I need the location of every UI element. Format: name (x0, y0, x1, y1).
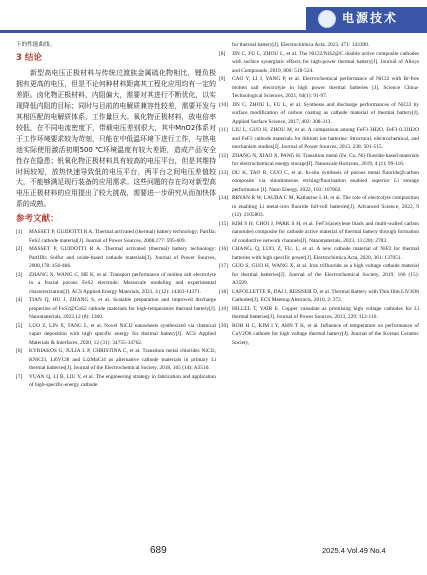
reference-text: YUAN Q, LI B, LIU Y, et al. The engineering strategy in fabrication and application of high-specific-energy cathode (29, 373, 216, 389)
reference-text: KYRIAKOS G, JULIA L P, CHRISTINA C, et al. Transition metal chlorides NiCl2, KNiCl3, Li6VCl8 and Li2MnCl4 as alternative cathode materials in primary Li thermal batteries[J]. Journal of the Electrochemical Society, 2018, 165 (14): A3510. (29, 348, 216, 372)
reference-text: MASSET P, GUIDOTTI R A. Thermal activated (thermal) battery technology: PartIIa: FeS2 cathode material[J]. Journal of Power Sources, 2008,177: 595-609. (29, 229, 216, 244)
references-heading: 参考文献： (16, 214, 59, 225)
reference-text: JIN C, ZHOU L, FU L, et al. Synthesis and discharge performances of NiCl2 by surface modification of carbon coating as cathode material of thermal battery[J]. Applied Surface Science, 2017, 402: 308-313. (232, 101, 419, 125)
journal-logo-icon (318, 10, 336, 28)
reference-text: BRYAN R W, LAURA C M, Katharine L H, et al. The role of electrolyte composition in enabling Li metal-iron fluoride full-cell batteries[J]. Advanced Science, 2022, 9 (12): 2105803. (232, 195, 419, 218)
reference-text: LUO Z, LIN X, TANG L, et al. Novel NiCl2 nanosheets synthesized via chemical vapor deposition with high specific energy for thermal battery[J]. ACS Applied Materials & Interfaces, 2020, 12 (31): 34755-34762. (29, 322, 216, 346)
reference-number: [17] (219, 263, 228, 269)
conclusion-paragraph: 新型高电压正极材料与传统过渡族金属硫化物相比，锂负极拥有更高的电压，但是不论何种材料距离其工程化应用均有一定的差距。卤化物正极材料，内阻偏大，需要对其进行不断优化，以实现降低内阻的目标；同时与目前的电解质兼容性较差，需要开发与其相匹配的电解质体系，工作量巨大。氧化物正极材料，放电倍率较低，在不同电流密度下，带载电压差别很大，其中MnO2体系对于工作环境要求较为苛刻，只能在中低温环境下进行工作，与热电池实际使用激活初期500 ℃环境温度有较大差距，造成产品安全性存在隐患；钒氧化物正极材料具有较高的电压平台，但是其维持时间较短，放热快速导致低的电压平台，两平台之间电压差值较大，不能够满足现行装备的应用需求。这些问题的存在均对新型高电压正极材料的应用提出了较大挑战，需要进一步研究从而加快体系的成熟。 (16, 69, 216, 209)
reference-item (219, 262, 419, 288)
reference-item (16, 271, 216, 297)
reference-item (16, 228, 216, 245)
reference-number: [9] (219, 76, 226, 82)
journal-title: 电源技术 (342, 11, 399, 25)
reference-number: [10] (219, 101, 228, 108)
reference-item (219, 169, 419, 195)
reference-number: [16] (219, 246, 228, 252)
section-heading-conclusion: 3 结论 (16, 53, 42, 64)
reference-number: [4] (16, 297, 23, 304)
reference-item (219, 75, 419, 101)
reference-number: [20] (219, 322, 228, 329)
reference-number: [18] (219, 288, 228, 295)
reference-text: LIU L, GUO H, ZHOU M, et al. A comparison among FeF3·3H2O, FeF3·0.33H2O and FeF3 cathode materials for lithium ion batteries: Structural, electrochemical, and mechanism studies[J]. Journal of Power Sources, 2013, 238: 501-515. (232, 127, 419, 150)
reference-text: ROH H C, KIM I Y, AHN T K, et al. Influence of temperature on performance of CuV2O6 cathode for high voltage thermal battery[J]. Journal of the Korean Ceramic Society, (232, 322, 419, 346)
reference-number: [15] (219, 220, 228, 227)
reference-number: [7] (16, 373, 23, 380)
reference-list-right (219, 41, 419, 347)
reference-item (219, 50, 419, 76)
reference-item (16, 245, 216, 271)
reference-text: DU K, TAO R, GUO C, et al. In-situ synthesis of porous metal fluoride@carbon composite via simultaneous etching/fluorination enabled superior Li storage performance [J]. Nano Energy, 2022, 103: 107862. (232, 169, 419, 193)
reference-number: [12] (219, 152, 228, 159)
issue-info: 2025.4 Vol.49 No.4 (322, 546, 386, 555)
reference-text: MASSET P, GUIDOTTI R A. Thermal activated (thermal) battery technology: PartIIIb: Sulfur and oxide-based cathode materials[J]. Journal of Power Sources, 2008,178: 456-466. (29, 246, 216, 270)
reference-text: CAO Y, LI J, YANG P, et al. Electrochemical performance of NiCl2 with Br-free molten salt electrolyte in high power thermal batteries [J]. Science China-Technological Sciences, 2021, 64(1): 91-97. (232, 76, 419, 99)
reference-text: TIAN Q, HU J, ZHANG S, et al. Scalable preparation and improved discharge properties of FeS2@CoS2 cathode materials for high-temperature thermal battery[J]. Nanomaterials, 2022,12 (8): 1360. (29, 297, 216, 321)
reference-text: ZHANG X, WANG C, HE K, et al. Transport performance of molten salt electrolyte in a fractal porous FeS2 electrode: Mesoscale modeling and experimental characterization[J]. ACS Applied Energy Materials, 2021, 4 (12): 14363-14371. (29, 271, 216, 295)
reference-text: LAFOLLETTE R, DAI J, REISNER D, et al. Thermal Battery with Thin film LiV3O8 Cathodes[J]. ECS Meeting Abstracts, 2010, 2: 372. (232, 288, 419, 303)
reference-text: CHANG, Q, LUO, Z, FU, L, et al. A new cathode material of NiF2 for thermal batteries with high specific power[J]. Electrochimica Acta, 2020, 361: 137051. (232, 246, 419, 261)
reference-item (219, 152, 419, 169)
reference-item (219, 322, 419, 348)
reference-text: GUO S, GUO H, WANG X, et al. Iron trifluoride as a high voltage cathode material for thermal batteries[J]. Journal of the Electrochemical Society, 2019, 166 (15): A3599. (232, 263, 419, 286)
reference-number: [6] (16, 348, 23, 355)
reference-number: [3] (16, 271, 23, 278)
reference-number: [1] (16, 229, 23, 236)
reference-item (219, 245, 419, 262)
reference-number: [13] (219, 169, 228, 176)
right-column (219, 41, 419, 347)
reference-number: [5] (16, 322, 23, 329)
reference-item (16, 296, 216, 322)
reference-number: [2] (16, 246, 23, 253)
reference-item (219, 41, 419, 50)
continuation-text: 下的性能曲线。 (16, 42, 56, 48)
reference-list-left (16, 228, 216, 390)
reference-item (219, 101, 419, 127)
reference-text: HILLEL T, YAIR E. Copper vanadate as promising high voltage cathodes for Li thermal batteries[J]. Journal of Power Sources, 2013, 229: 112-116. (232, 305, 419, 320)
reference-text: KIM S H, CHOI J, PARK S H, et al. FeF3/(acetylene black and multi-walled carbon nanotube) composite for cathode active material of thermal battery through formation of conductive network channels[J]. Nanomaterials, 2023, 13 (20): 2783. (232, 220, 419, 244)
reference-text: JIN C, FU L, ZHOU L, et al. The NiCl2/NiS2@C double active composite cathodes with surface synergistic effects for high-power thermal battery[J]. Journal of Alloys and Compounds, 2019, 800: 518-524. (232, 50, 419, 74)
reference-item (16, 373, 216, 390)
reference-item (219, 288, 419, 305)
reference-number: [19] (219, 305, 228, 312)
reference-number: [11] (219, 127, 228, 133)
reference-item (219, 305, 419, 322)
reference-text: ZHANG N, XIAO X, PANG H. Transition metal (Fe, Co, Ni) fluoride-based materials for electrochemical energy storage[J]. Nanoscale Horizons, 2019, 4 (1): 99-116. (232, 152, 419, 167)
page-number: 689 (150, 545, 167, 556)
reference-number (219, 41, 232, 50)
reference-item (219, 220, 419, 246)
left-column (16, 41, 216, 390)
reference-number: [14] (219, 195, 228, 201)
reference-item (16, 347, 216, 373)
reference-text: for thermal battery[J]. Electrochimica Acta, 2023, 471: 143390. (232, 42, 370, 48)
reference-item (16, 322, 216, 348)
reference-item (219, 194, 419, 220)
reference-number: [8] (219, 50, 226, 57)
reference-item (219, 126, 419, 152)
